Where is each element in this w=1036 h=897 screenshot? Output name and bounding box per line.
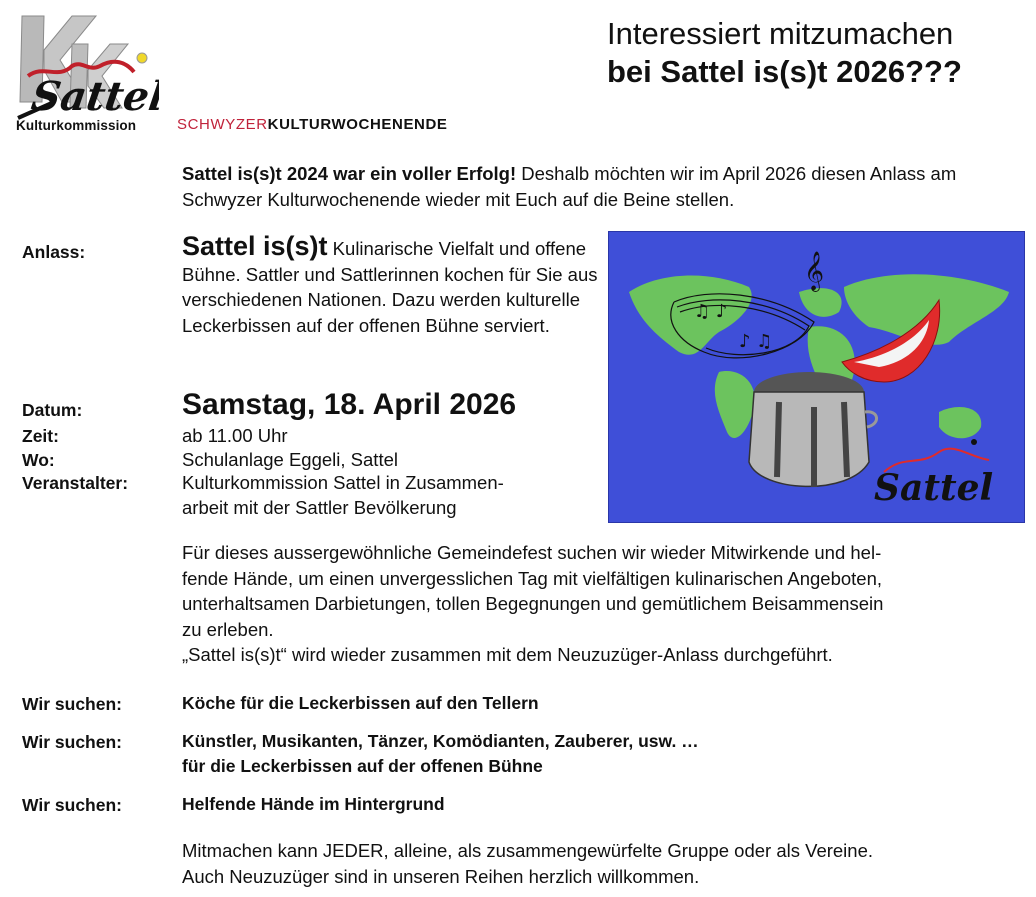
body-paragraph [182, 540, 1022, 668]
headline-line2: bei Sattel is(s)t 2026??? [607, 54, 962, 89]
veranstalter-value-line1: Kulturkommission Sattel in Zusammen- [182, 472, 504, 493]
svg-text:♫ ♪: ♫ ♪ [694, 301, 728, 322]
body-line: „Sattel is(s)t“ wird wieder zusammen mit dem Neuzuzüger-Anlass durchgeführt. [182, 644, 833, 665]
seeking-label-2: Wir suchen: [22, 732, 122, 752]
veranstalter-label: Veranstalter: [22, 473, 129, 493]
partner-logo-bold: KULTURWOCHENENDE [267, 116, 448, 133]
anlass-description [182, 231, 612, 338]
body-line: Für dieses aussergewöhnliche Gemeindefest suchen wir wieder Mitwirkende und hel- [182, 542, 882, 563]
anlass-label: Anlass: [22, 242, 86, 262]
svg-text:Sattel: Sattel [874, 467, 994, 509]
intro-bold: Sattel is(s)t 2024 war ein voller Erfolg! [182, 163, 517, 184]
world-map-illustration-icon [609, 232, 1025, 523]
svg-text:Sattel: Sattel [28, 73, 159, 120]
wo-label: Wo: [22, 450, 55, 470]
svg-text:♪ ♫: ♪ ♫ [739, 331, 773, 352]
body-line: fende Hände, um einen unvergesslichen Tag mit vielfältigen kulinarischen Angeboten, [182, 567, 883, 589]
zeit-value: ab 11.00 Uhr [182, 425, 288, 446]
wo-value: Schulanlage Eggeli, Sattel [182, 449, 398, 470]
datum-value: Samstag, 18. April 2026 [182, 388, 517, 421]
kk-monogram-icon [14, 10, 159, 120]
seeking-item-3: Helfende Hände im Hintergrund [182, 794, 445, 814]
event-illustration [608, 231, 1025, 523]
seeking-item-1: Köche für die Leckerbissen auf den Tellern [182, 693, 539, 713]
anlass-text: Kulinarische Vielfalt und offene Bühne. Sattler und Sattlerinnen kochen für Sie aus verschiedenen Nationen. Dazu werden kulturelle Leckerbissen auf der offenen Bühne serviert. [182, 238, 598, 336]
body-line: unterhaltsamen Darbietungen, tollen Begegnungen und gemütlichem Beisammensein [182, 593, 884, 614]
body-line: zu erleben. [182, 618, 274, 640]
seeking-label-1: Wir suchen: [22, 694, 122, 714]
closing-line2: Auch Neuzuzüger sind in unseren Reihen herzlich willkommen. [182, 865, 700, 887]
logo-caption: Kulturkommission [16, 118, 137, 133]
svg-text:𝄞: 𝄞 [804, 251, 825, 291]
closing-paragraph [182, 838, 1022, 889]
zeit-label: Zeit: [22, 426, 59, 446]
schwyzer-kulturwochenende-logo [177, 116, 448, 133]
datum-label: Datum: [22, 400, 83, 420]
intro-text: Deshalb möchten wir im April 2026 diesen Anlass am Schwyzer Kulturwochenende wieder mit Euch auf die Beine stellen. [182, 163, 957, 210]
headline-line1: Interessiert mitzumachen [607, 16, 954, 51]
seeking-item-2-line2: für die Leckerbissen auf der offenen Bühne [182, 756, 543, 776]
kulturkommission-logo [14, 10, 159, 135]
closing-line1: Mitmachen kann JEDER, alleine, als zusammengewürfelte Gruppe oder als Vereine. [182, 840, 874, 861]
anlass-title: Sattel is(s)t [182, 231, 328, 261]
intro-paragraph [182, 161, 1022, 213]
seeking-item-2-line1: Künstler, Musikanten, Tänzer, Komödianten, Zauberer, usw. … [182, 731, 699, 751]
partner-logo-light: SCHWYZER [177, 116, 268, 133]
veranstalter-value-line2: arbeit mit der Sattler Bevölkerung [182, 497, 457, 518]
seeking-label-3: Wir suchen: [22, 795, 122, 815]
